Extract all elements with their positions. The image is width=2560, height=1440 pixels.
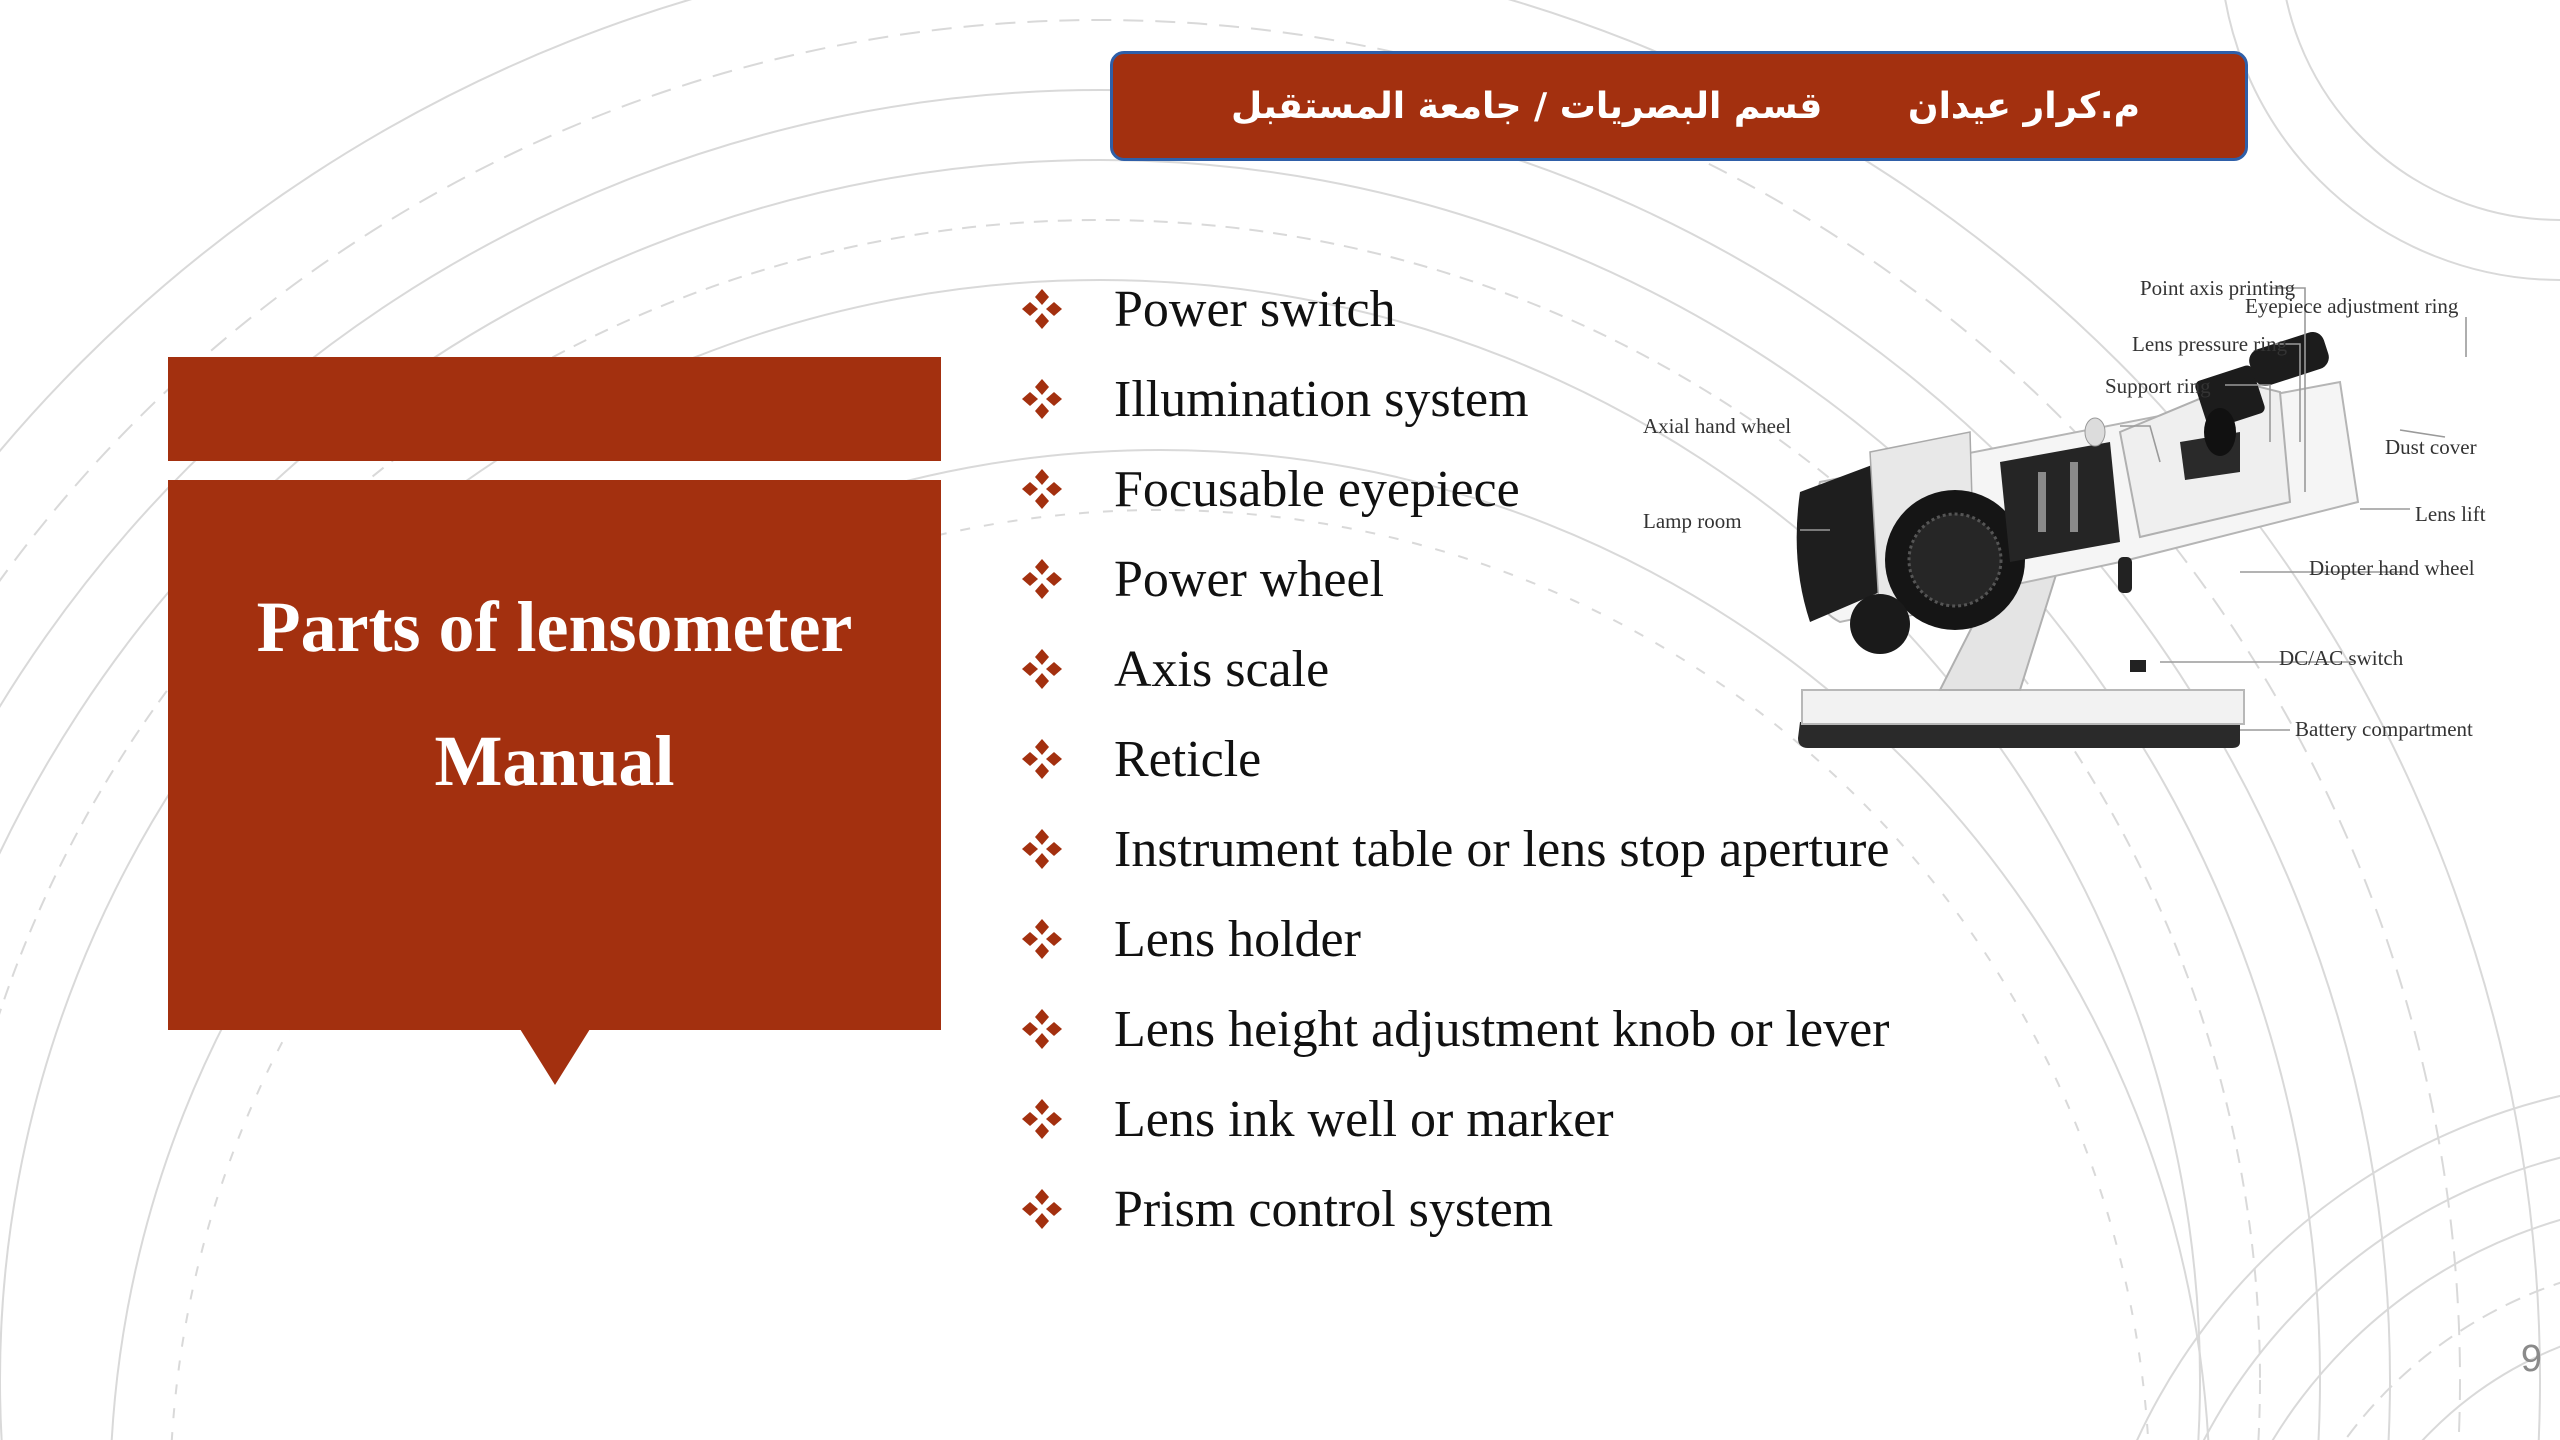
list-item-label: Reticle [1114,730,1262,788]
page-number: 9 [2520,1338,2542,1380]
list-item [1020,894,2020,984]
slide-title-line-2: Manual [434,721,675,801]
list-item [1020,1164,2020,1254]
label-lens-lift: Lens lift [2415,502,2486,526]
list-item [1020,984,2020,1074]
four-diamond-bullet-icon [1020,377,1064,421]
list-item-label: Lens height adjustment knob or lever [1114,1000,1890,1058]
slide-title-line-1: Parts of lensometer [256,587,853,667]
lecturer-label: م.كرار عيدان [1907,85,2140,127]
label-dc-ac-switch: DC/AC switch [2279,646,2404,670]
lensometer-illustration [1797,329,2358,748]
four-diamond-bullet-icon [1020,287,1064,331]
four-diamond-bullet-icon [1020,917,1064,961]
four-diamond-bullet-icon [1020,1007,1064,1051]
four-diamond-bullet-icon [1020,647,1064,691]
four-diamond-bullet-icon [1020,1187,1064,1231]
list-item-label: Power switch [1114,280,1396,338]
list-item-label: Focusable eyepiece [1114,460,1520,518]
label-point-axis-printing: Point axis printing [2140,276,2296,300]
slide-title [168,560,941,828]
label-dust-cover: Dust cover [2385,435,2477,459]
list-item-label: Axis scale [1114,640,1330,698]
header-banner [1110,51,2248,161]
department-label: قسم البصريات / جامعة المستقبل [1231,85,1823,127]
lensometer-diagram [1640,262,2520,762]
four-diamond-bullet-icon [1020,827,1064,871]
label-support-ring: Support ring [2105,374,2211,398]
label-lamp-room: Lamp room [1643,509,1742,533]
list-item-label: Power wheel [1114,550,1385,608]
label-diopter-hand-wheel: Diopter hand wheel [2309,556,2475,580]
title-box-pointer [520,1029,590,1085]
list-item-label: Instrument table or lens stop aperture [1114,820,1890,878]
list-item-label: Prism control system [1114,1180,1554,1238]
list-item [1020,804,2020,894]
title-accent-strip [168,357,941,461]
list-item-label: Lens ink well or marker [1114,1090,1614,1148]
label-battery-compartment: Battery compartment [2295,717,2473,741]
four-diamond-bullet-icon [1020,737,1064,781]
four-diamond-bullet-icon [1020,467,1064,511]
label-lens-pressure-ring: Lens pressure ring [2132,332,2288,356]
list-item-label: Illumination system [1114,370,1529,428]
list-item [1020,1074,2020,1164]
list-item-label: Lens holder [1114,910,1361,968]
four-diamond-bullet-icon [1020,557,1064,601]
label-axial-hand-wheel: Axial hand wheel [1643,414,1792,438]
four-diamond-bullet-icon [1020,1097,1064,1141]
label-eyepiece-adjustment-ring: Eyepiece adjustment ring [2245,294,2459,318]
